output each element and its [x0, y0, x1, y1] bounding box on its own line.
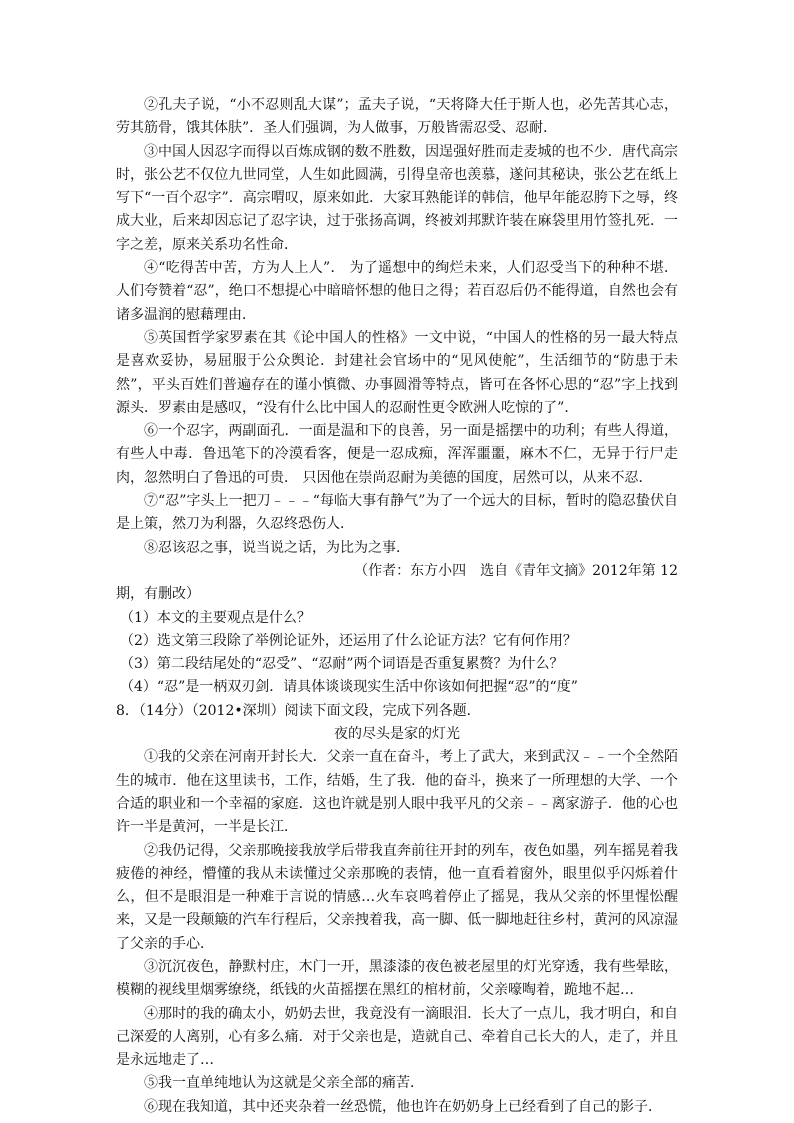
paragraph-5: ⑤英国哲学家罗素在其《论中国人的性格》一文中说，“中国人的性格的另一最大特点是喜欢妥协，易屈服于公众舆论．封建社会官场中的“见风使舵”，生活细节的“防患于未然”，平头百姓们普遍存在的谨小慎微、办事圆滑等特点，皆可在各怀心思的“忍”字上找到源头．罗素由是感叹，“没有什么比中国人的忍耐性更令欧洲人吃惊的了”．	[116, 329, 678, 416]
question-4: （4）“忍”是一柄双刃剑．请具体谈谈现实生活中你该如何把握“忍”的“度”	[120, 679, 578, 696]
article-paragraph-2: ②我仍记得，父亲那晚接我放学后带我直奔前往开封的列车，夜色如墨，列车摇晃着我疲倦的神经，懵懂的我从未读懂过父亲那晚的表情，他一直看着窗外，眼里似乎闪烁着什么，但不是眼泪是一种难于言说的情感…火车哀鸣着停止了摇晃，我从父亲的怀里惺忪醒来，又是一段颠簸的汽车行程后，父亲拽着我，高一脚、低一脚地赶往乡村，黄河的风凉湿了父亲的手心．	[116, 842, 678, 952]
attribution: （作者：东方小四 选自《青年文摘》2012年第 12	[354, 562, 678, 579]
article-title: 夜的尽头是家的灯光	[334, 726, 460, 743]
article-paragraph-1: ①我的父亲在河南开封长大．父亲一直在奋斗，考上了武大，来到武汉﹣﹣一个全然陌生的城市．他在这里读书，工作，结婚，生了我．他的奋斗，换来了一所理想的大学、一个合适的职业和一个幸福的家庭．这也许就是别人眼中我平凡的父亲﹣﹣离家游子．他的心也许一半是黄河，一半是长江．	[116, 749, 678, 836]
question-8-header: 8．（14分）（2012•深圳）阅读下面文段，完成下列各题．	[116, 702, 481, 719]
question-8-section	[116, 700, 678, 1119]
question-3: （3）第二段结尾处的“忍受”、“忍耐”两个词语是否重复累赘？为什么？	[120, 656, 564, 673]
article-paragraph-5: ⑤我一直单纯地认为这就是父亲全部的痛苦．	[144, 1075, 424, 1092]
passage-1	[116, 94, 678, 700]
attribution-continued: 期，有删改）	[116, 586, 200, 603]
paragraph-6: ⑥一个忍字，两副面孔．一面是温和下的良善，另一面是摇摆中的功利；有些人得道，有些人中毒．鲁迅笔下的冷漠看客，便是一忍成痴，浑浑噩噩，麻木不仁，无异于行尸走肉，忽然明白了鲁迅的可贵． 只因他在崇尚忍耐为美德的国度，居然可以，从来不忍．	[116, 423, 678, 486]
question-2: （2）选文第三段除了举例论证外，还运用了什么论证方法？它有何作用？	[120, 632, 577, 649]
article-paragraph-6: ⑥现在我知道，其中还夹杂着一丝恐慌，他也许在奶奶身上已经看到了自己的影子．	[144, 1098, 662, 1115]
article-paragraph-3: ③沉沉夜色，静默村庄，木门一开，黑漆漆的夜色被老屋里的灯光穿透，我有些晕眩，模糊的视线里烟雾缭绕，纸钱的火苗摇摆在黑红的棺材前，父亲嚎啕着，跪地不起…	[116, 958, 678, 999]
document-page	[116, 94, 678, 1119]
article-paragraph-4: ④那时的我的确太小，奶奶去世，我竟没有一滴眼泪．长大了一点儿，我才明白，和自己深爱的人离别，心有多么痛．对于父亲也是，造就自己、牵着自己长大的人，走了，并且是永远地走了…	[116, 1005, 678, 1069]
paragraph-3: ③中国人因忍字而得以百炼成钢的数不胜数，因逞强好胜而走麦城的也不少．唐代高宗时，张公艺不仅位九世同堂，人生如此圆满，引得皇帝也羡慕，遂问其秘诀，张公艺在纸上写下“一百个忍字”．高宗喟叹，原来如此．大家耳熟能详的韩信，他早年能忍胯下之辱，终成大业，后来却因忘记了忍字诀，过于张扬高调，终被刘邦默许装在麻袋里用竹签扎死．一字之差，原来关系功名性命．	[116, 143, 678, 253]
question-1: （1）本文的主要观点是什么？	[120, 609, 311, 626]
paragraph-7: ⑦“忍”字头上一把刀﹣﹣﹣“每临大事有静气”为了一个远大的目标，暂时的隐忍蛰伏自是上策，然刀为利器，久忍终恐伤人．	[116, 493, 678, 533]
paragraph-4: ④“吃得苦中苦，方为人上人”． 为了遥想中的绚烂未来，人们忍受当下的种种不堪．人们夸赞着“忍”，绝口不想提心中暗暗怀想的他日之得；若百忍后仍不能得道，自然也会有诸多温润的慰藉理由．	[116, 260, 678, 323]
paragraph-2: ②孔夫子说，“小不忍则乱大谋”；孟夫子说，“天将降大任于斯人也，必先苦其心志，劳其筋骨，饿其体肤”．圣人们强调，为人做事，万般皆需忍受、忍耐．	[116, 97, 678, 137]
paragraph-8: ⑧忍该忍之事，说当说之话，为比为之事．	[144, 539, 410, 556]
